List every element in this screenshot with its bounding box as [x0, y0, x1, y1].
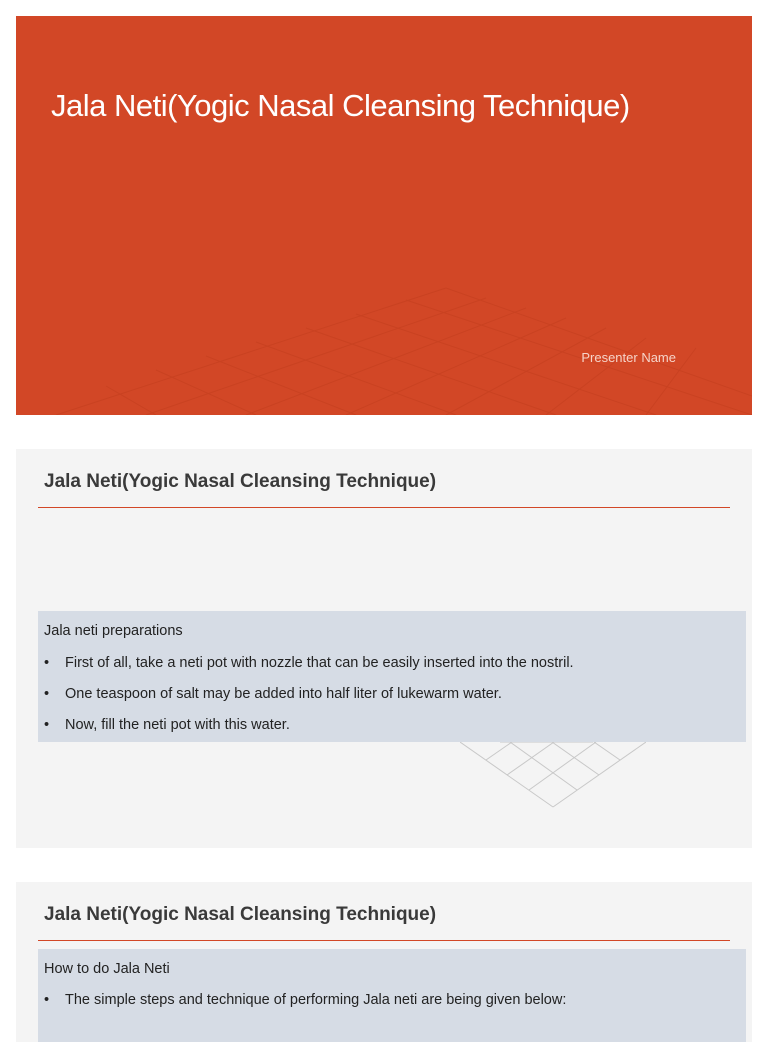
list-item-text: Now, fill the neti pot with this water. [65, 717, 290, 733]
slide-title: Jala Neti(Yogic Nasal Cleansing Technique) [51, 88, 630, 123]
bullet-icon: • [44, 992, 50, 1008]
preparations-slide [16, 449, 752, 848]
title-divider [38, 507, 730, 508]
presenter-name: Presenter Name [581, 350, 676, 365]
list-item [44, 655, 574, 671]
content-box [38, 949, 746, 1042]
list-item-text: First of all, take a neti pot with nozzle that can be easily inserted into the nostril. [65, 655, 574, 671]
title-divider [38, 940, 730, 941]
list-item-text: The simple steps and technique of performing Jala neti are being given below: [65, 992, 567, 1008]
bullet-icon: • [44, 717, 50, 733]
slide-title: Jala Neti(Yogic Nasal Cleansing Technique) [44, 471, 437, 492]
list-item [44, 717, 290, 733]
bullet-icon: • [44, 686, 50, 702]
title-slide [16, 16, 752, 415]
content-box [38, 611, 746, 742]
list-item [44, 992, 566, 1008]
list-item [44, 686, 502, 702]
how-to-slide [16, 882, 752, 1042]
box-heading: Jala neti preparations [44, 623, 183, 639]
box-heading: How to do Jala Neti [44, 961, 170, 977]
list-item-text: One teaspoon of salt may be added into half liter of lukewarm water. [65, 686, 502, 702]
grid-decoration [460, 742, 646, 809]
slide-title: Jala Neti(Yogic Nasal Cleansing Technique) [44, 904, 437, 925]
bullet-icon: • [44, 655, 50, 671]
